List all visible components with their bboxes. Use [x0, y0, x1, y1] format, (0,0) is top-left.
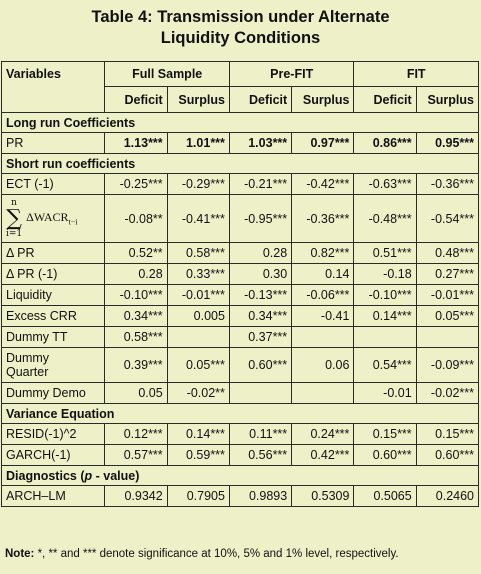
table-row [2, 285, 479, 306]
table-cell: 0.60*** [416, 445, 478, 466]
table-row [2, 174, 479, 195]
table-cell: -0.02** [167, 383, 229, 404]
table-row [2, 133, 479, 154]
table-cell: 0.57*** [105, 445, 167, 466]
table-cell: 0.34*** [229, 306, 291, 327]
table-cell: 0.51*** [354, 243, 416, 264]
table-cell [292, 327, 354, 348]
short-run-section: Short run coefficients [2, 154, 479, 174]
table-cell: -0.29*** [167, 174, 229, 195]
table-row [2, 306, 479, 327]
table-row [2, 383, 479, 404]
table-cell [229, 383, 291, 404]
table-cell: 0.59*** [167, 445, 229, 466]
table-cell: 0.2460 [416, 486, 478, 507]
table-cell: 0.9893 [229, 486, 291, 507]
table-cell: -0.01*** [167, 285, 229, 306]
table-cell: 0.05*** [416, 306, 478, 327]
results-table [1, 61, 479, 507]
table-cell: -0.41*** [167, 195, 229, 243]
table-cell: 0.5309 [292, 486, 354, 507]
row-label: Δ PR (-1) [2, 264, 105, 285]
table-row [2, 264, 479, 285]
row-label: PR [2, 133, 105, 154]
table-cell: 0.58*** [105, 327, 167, 348]
table-cell: -0.48*** [354, 195, 416, 243]
variables-header: Variables [2, 62, 105, 113]
row-label: GARCH(-1) [2, 445, 105, 466]
pre-fit-header: Pre-FIT [229, 62, 354, 87]
table-cell: 0.14*** [354, 306, 416, 327]
table-cell: 0.05*** [167, 348, 229, 383]
title-line-1: Table 4: Transmission under Alternate [91, 8, 390, 26]
section-row [2, 113, 479, 133]
table-cell: 0.005 [167, 306, 229, 327]
table-cell: 0.60*** [229, 348, 291, 383]
table-cell: 0.27*** [416, 264, 478, 285]
section-row [2, 404, 479, 424]
table-cell: -0.95*** [229, 195, 291, 243]
summation-icon: n ∑ i=1 [6, 197, 23, 239]
table-cell: -0.63*** [354, 174, 416, 195]
table-cell: -0.06*** [292, 285, 354, 306]
table-cell: -0.36*** [292, 195, 354, 243]
surplus-header: Surplus [167, 87, 229, 113]
table-row [2, 348, 479, 383]
table-cell: 1.13*** [105, 133, 167, 154]
table-cell: -0.41 [292, 306, 354, 327]
table-cell: 0.06 [292, 348, 354, 383]
table-cell: 0.34*** [105, 306, 167, 327]
row-label: Liquidity [2, 285, 105, 306]
table-cell: -0.10*** [354, 285, 416, 306]
section-row [2, 466, 479, 486]
table-cell: 0.28 [229, 243, 291, 264]
table-cell: 0.54*** [354, 348, 416, 383]
table-cell: 0.11*** [229, 424, 291, 445]
table-row [2, 195, 479, 243]
diagnostics-section: Diagnostics (p - value) [2, 466, 479, 486]
fit-header: FIT [354, 62, 479, 87]
surplus-header: Surplus [416, 87, 478, 113]
table-cell: -0.18 [354, 264, 416, 285]
table-cell: 0.39*** [105, 348, 167, 383]
table-note: Note: *, ** and *** denote significance at 10%, 5% and 1% level, respectively. [5, 548, 399, 560]
table-cell: 0.52** [105, 243, 167, 264]
row-label: Dummy Quarter [2, 348, 105, 383]
table-cell: 0.60*** [354, 445, 416, 466]
table-cell: 0.24*** [292, 424, 354, 445]
header-row-1 [2, 62, 479, 87]
table-cell: -0.09*** [416, 348, 478, 383]
table-cell: 0.37*** [229, 327, 291, 348]
table-cell: 0.30 [229, 264, 291, 285]
table-cell: 0.15*** [416, 424, 478, 445]
row-label: ECT (-1) [2, 174, 105, 195]
row-label: Dummy Demo [2, 383, 105, 404]
sum-label: $\Delta WACR_{t-i}$ [26, 210, 78, 227]
table-cell: -0.08** [105, 195, 167, 243]
table-row [2, 486, 479, 507]
table-row [2, 424, 479, 445]
table-cell: -0.25*** [105, 174, 167, 195]
table-cell: -0.02*** [416, 383, 478, 404]
deficit-header: Deficit [354, 87, 416, 113]
table-cell: 0.7905 [167, 486, 229, 507]
table-cell: -0.01*** [416, 285, 478, 306]
table-cell: 0.97*** [292, 133, 354, 154]
table-cell: 0.15*** [354, 424, 416, 445]
table-cell: 0.05 [105, 383, 167, 404]
row-label: ARCH–LM [2, 486, 105, 507]
table-cell: 1.01*** [167, 133, 229, 154]
table-cell [292, 383, 354, 404]
table-cell: 0.82*** [292, 243, 354, 264]
table-cell: 0.48*** [416, 243, 478, 264]
deficit-header: Deficit [229, 87, 291, 113]
table-cell: 0.14 [292, 264, 354, 285]
sum-label-cell [2, 195, 105, 243]
table-cell: 0.33*** [167, 264, 229, 285]
table-cell: 0.14*** [167, 424, 229, 445]
variance-section: Variance Equation [2, 404, 479, 424]
long-run-section: Long run Coefficients [2, 113, 479, 133]
table-title [0, 0, 481, 61]
table-cell: -0.13*** [229, 285, 291, 306]
table-cell: 0.9342 [105, 486, 167, 507]
section-row [2, 154, 479, 174]
table-cell [354, 327, 416, 348]
deficit-header: Deficit [105, 87, 167, 113]
table-cell: 0.5065 [354, 486, 416, 507]
table-cell: -0.36*** [416, 174, 478, 195]
table-cell: -0.54*** [416, 195, 478, 243]
table-cell: 0.12*** [105, 424, 167, 445]
table-cell: -0.01 [354, 383, 416, 404]
table-cell: 0.95*** [416, 133, 478, 154]
table-cell: -0.21*** [229, 174, 291, 195]
table-cell [416, 327, 478, 348]
table-row [2, 327, 479, 348]
row-label: Dummy TT [2, 327, 105, 348]
title-line-2: Liquidity Conditions [160, 29, 321, 47]
table-cell: 0.42*** [292, 445, 354, 466]
table-row [2, 445, 479, 466]
row-label: RESID(-1)^2 [2, 424, 105, 445]
table-cell [167, 327, 229, 348]
table-cell: -0.10*** [105, 285, 167, 306]
surplus-header: Surplus [292, 87, 354, 113]
row-label: Excess CRR [2, 306, 105, 327]
table-cell: 0.28 [105, 264, 167, 285]
table-cell: -0.42*** [292, 174, 354, 195]
table-cell: 0.86*** [354, 133, 416, 154]
table-cell: 0.58*** [167, 243, 229, 264]
row-label: Δ PR [2, 243, 105, 264]
table-row [2, 243, 479, 264]
table-cell: 0.56*** [229, 445, 291, 466]
full-sample-header: Full Sample [105, 62, 230, 87]
table-cell: 1.03*** [229, 133, 291, 154]
